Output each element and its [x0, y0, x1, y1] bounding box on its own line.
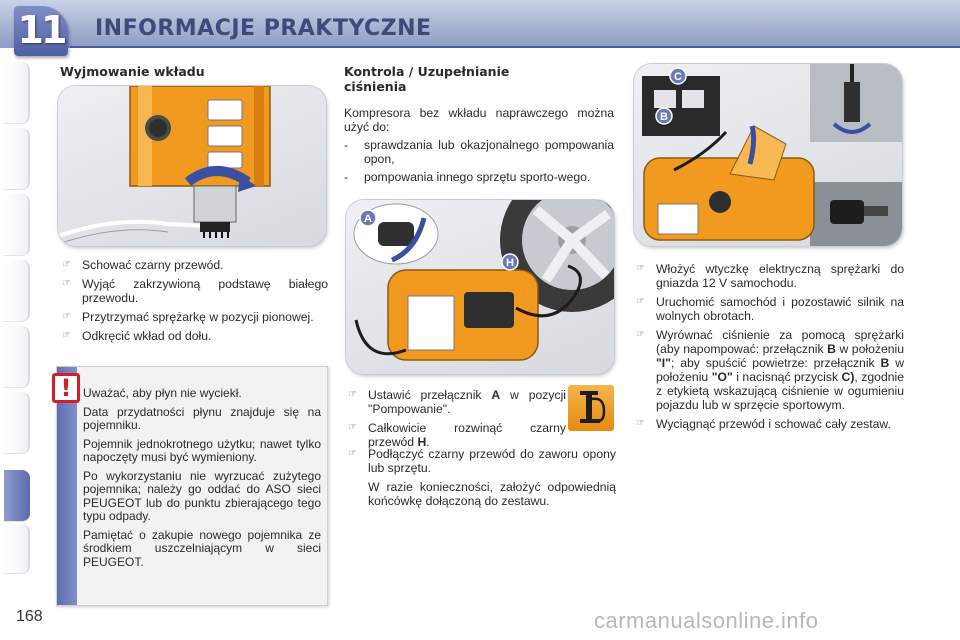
warning-paragraph: Data przydatności płynu znajduje się na pojemniku.: [83, 404, 321, 432]
section-heading-pressure: [344, 64, 509, 94]
step-text: ; aby spuścić powietrze: przełącznik: [670, 356, 881, 370]
compressor-inflation-illustration: [346, 200, 614, 374]
warning-paragraph: Uważać, aby płyn nie wyciekł.: [83, 386, 242, 400]
list-item: [636, 328, 904, 412]
step-text: Wyrównać ciśnienie za pomocą sprężarki (aby napompować: przełącznik: [656, 328, 904, 356]
cartridge-removal-steps: [62, 258, 328, 348]
pointing-hand-icon: ☞: [62, 311, 71, 322]
step-text: Podłączyć czarny przewód do zaworu opony lub sprzętu.: [368, 447, 616, 475]
list-item: [636, 262, 904, 290]
pressure-steps-1: [348, 388, 566, 454]
pointing-hand-icon: ☞: [62, 259, 71, 270]
step-text: w położeniu: [656, 356, 905, 384]
use-text: sprawdzania lub okazjonalnego pompowania opon,: [364, 138, 614, 166]
step-text: Włożyć wtyczkę elektryczną sprężarki do gniazda 12 V samochodu.: [656, 262, 904, 290]
pointing-hand-icon: ☞: [348, 389, 357, 400]
warning-paragraph: Pamiętać o zakupie nowego pojemnika ze środkiem uszczelniającym w sieci PEUGEOT.: [83, 527, 321, 569]
list-item: [636, 295, 904, 323]
list-item: [348, 388, 566, 416]
chapter-tab-active[interactable]: [4, 470, 30, 522]
warning-box: [56, 366, 328, 606]
pointing-hand-icon: ☞: [348, 448, 357, 459]
figure-label-c: C: [674, 71, 682, 83]
list-item: [348, 447, 616, 508]
intro-text: Kompresora bez wkładu naprawczego można użyć do:: [344, 106, 614, 134]
list-item: [62, 329, 328, 343]
step-text: Ustawić przełącznik: [368, 388, 492, 402]
list-item: [636, 417, 904, 431]
page-number: 168: [16, 608, 43, 625]
section-heading-cartridge-removal: Wyjmowanie wkładu: [60, 64, 205, 79]
step-text: i nacisnąć przycisk: [732, 370, 842, 384]
tyre-pump-icon: [568, 385, 614, 431]
heading-line: ciśnienia: [344, 79, 407, 94]
list-item: [62, 258, 328, 272]
chapter-title: INFORMACJE PRAKTYCZNE: [95, 16, 432, 41]
step-text: Wyjąć zakrzywioną podstawę białego przewodu.: [82, 277, 328, 305]
step-note: W razie konieczności, założyć odpowiednią końcówkę dołączoną do zestawu.: [368, 480, 616, 508]
pointing-hand-icon: ☞: [62, 330, 71, 341]
switch-label: A: [491, 388, 501, 402]
step-text: Wyciągnąć przewód i schować cały zestaw.: [656, 417, 891, 431]
button-label: C): [841, 370, 855, 384]
chapter-tab[interactable]: [4, 128, 30, 190]
cartridge-removal-illustration: [58, 86, 326, 246]
compressor-cartridge-drawing: [58, 86, 326, 246]
inflation-steps: [636, 262, 904, 436]
figure-label-h: H: [506, 257, 514, 269]
step-text: Schować czarny przewód.: [82, 258, 224, 272]
chapter-number: 11: [17, 8, 65, 52]
compressor-plug-illustration: [634, 64, 902, 246]
hose-label: H: [417, 435, 427, 449]
pressure-steps-2: [348, 447, 616, 513]
figure-label-a: A: [364, 213, 372, 225]
step-text: Odkręcić wkład od dołu.: [82, 329, 212, 343]
pointing-hand-icon: ☞: [348, 422, 357, 433]
pointing-hand-icon: ☞: [636, 296, 645, 307]
position-label: "I": [656, 356, 671, 370]
chapter-tab[interactable]: [4, 524, 30, 574]
chapter-tab[interactable]: [4, 260, 30, 322]
list-item: [62, 277, 328, 305]
step-text: .: [426, 435, 430, 449]
list-item: [62, 310, 328, 324]
chapter-tab[interactable]: [4, 62, 30, 124]
step-text: Przytrzymać sprężarkę w pozycji pionowej.: [82, 310, 314, 324]
chapter-tab[interactable]: [4, 326, 30, 388]
chapter-tab-strip: [0, 48, 30, 578]
watermark: carmanualsonline.info: [594, 608, 819, 633]
pointing-hand-icon: ☞: [62, 278, 71, 289]
header-underline: [70, 46, 960, 48]
chapter-tab[interactable]: [4, 194, 30, 256]
warning-paragraph: Po wykorzystaniu nie wyrzucać zużytego pojemnika; należy go oddać do ASO sieci PEUGEOT lub do punktu zbierającego tego typu odpady.: [83, 468, 321, 523]
list-item: [348, 421, 566, 449]
position-label: "O": [711, 370, 733, 384]
switch-label: B: [880, 356, 890, 370]
warning-paragraph: Pojemnik jednokrotnego użytku; nawet tylko napoczęty musi być wymieniony.: [83, 436, 321, 464]
list-item: - sprawdzania lub okazjonalnego pompowania opon,: [344, 138, 614, 166]
switch-label: B: [827, 342, 836, 356]
heading-line: Kontrola / Uzupełnianie: [344, 64, 510, 79]
compressor-tyre-drawing: [346, 200, 614, 374]
pressure-intro: [344, 106, 614, 184]
step-text: w położeniu: [835, 342, 904, 356]
step-text: , zgodnie z etykietą wskazującą ciśnienie w ogumieniu pojazdu lub w sprzęcie sportowym.: [656, 370, 904, 412]
pointing-hand-icon: ☞: [636, 418, 645, 429]
chapter-tab[interactable]: [4, 392, 30, 454]
use-text: pompowania innego sprzętu sporto-wego.: [364, 170, 591, 184]
compressor-socket-drawing: [634, 64, 902, 246]
figure-label-b: B: [660, 111, 668, 123]
pointing-hand-icon: ☞: [636, 329, 645, 340]
warning-text: [83, 387, 321, 574]
pointing-hand-icon: ☞: [636, 263, 645, 274]
step-text: Całkowicie rozwinąć czarny przewód: [368, 421, 566, 449]
list-item: - pompowania innego sprzętu sporto-wego.: [344, 170, 591, 184]
step-text: w pozycji "Pompowanie".: [368, 388, 566, 416]
step-text: Uruchomić samochód i pozostawić silnik na wolnych obrotach.: [656, 295, 904, 323]
exclamation-icon: !: [52, 373, 80, 403]
